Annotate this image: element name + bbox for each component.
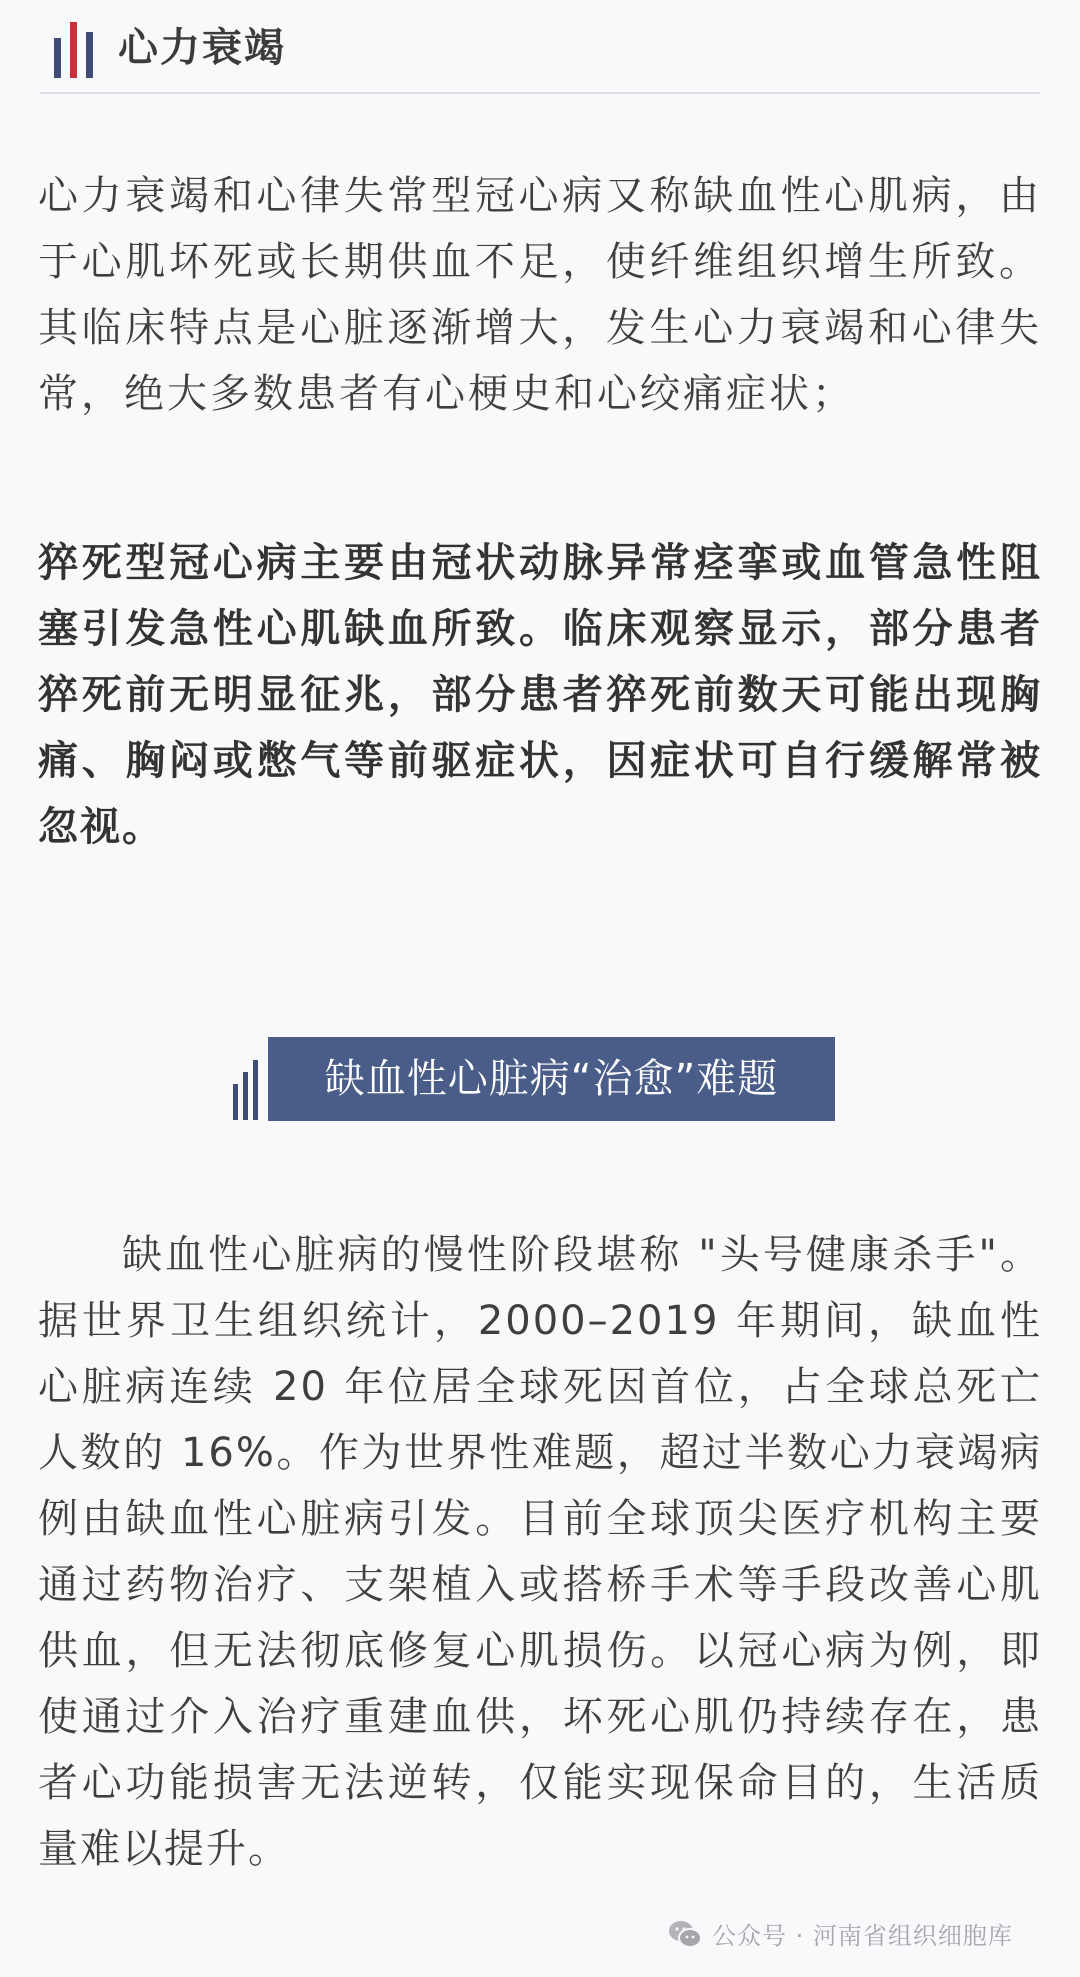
- bar-chart-icon: [232, 1060, 262, 1120]
- section-title: 缺血性心脏病“治愈”难题: [268, 1037, 835, 1121]
- header-title: 心力衰竭: [118, 25, 286, 71]
- watermark: [668, 1916, 1013, 1951]
- bar-chart-icon: [52, 22, 98, 78]
- watermark-text: 公众号 · 河南省组织细胞库: [712, 1922, 1013, 1950]
- paragraph-sudden-death: 猝死型冠心病主要由冠状动脉异常痉挛或血管急性阻塞引发急性心肌缺血所致。临床观察显示，部分患者猝死前无明显征兆，部分患者猝死前数天可能出现胸痛、胸闷或憋气等前驱症状，因症状可自行缓解常被忽视。: [38, 540, 1042, 850]
- paragraph-heart-failure: 心力衰竭和心律失常型冠心病又称缺血性心肌病，由于心肌坏死或长期供血不足，使纤维组织增生所致。其临床特点是心脏逐渐增大，发生心力衰竭和心律失常，绝大多数患者有心梗史和心绞痛症状；: [38, 173, 1042, 417]
- wechat-icon: [668, 1919, 702, 1949]
- paragraph-ischemic-heart-disease: 缺血性心脏病的慢性阶段堪称 "头号健康杀手"。据世界卫生组织统计，2000–2019 年期间，缺血性心脏病连续 20 年位居全球死因首位，占全球总死亡人数的 16%。作为世界性难题，超过半数心力衰竭病例由缺血性心脏病引发。目前全球顶尖医疗机构主要通过药物治疗、支架植入或搭桥手术等手段改善心肌供血，但无法彻底修复心肌损伤。以冠心病为例，即使通过介入治疗重建血供，坏死心肌仍持续存在，患者心功能损害无法逆转，仅能实现保命目的，生活质量难以提升。: [38, 1232, 1042, 1872]
- section-header: [40, 0, 1040, 94]
